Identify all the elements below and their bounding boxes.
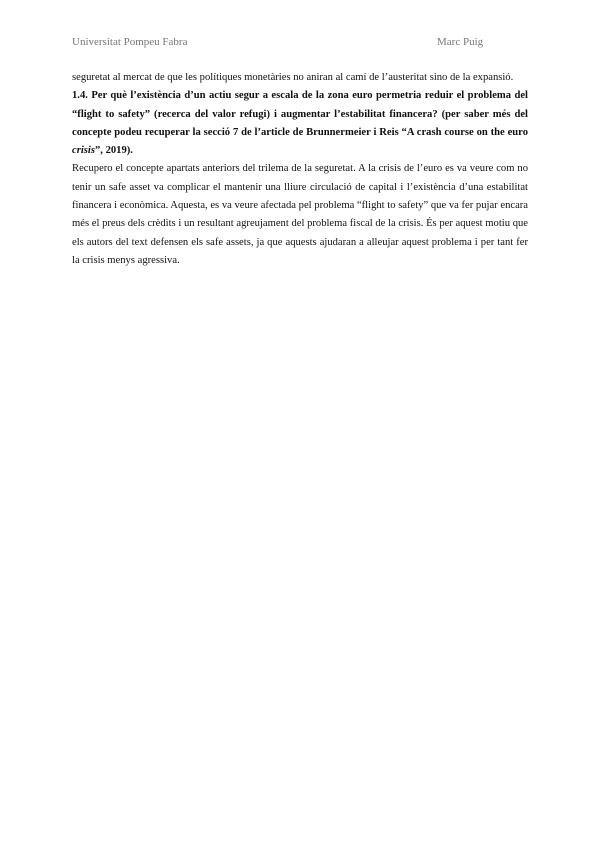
question-heading <box>72 87 528 160</box>
question-italic-word: crisis <box>72 145 95 157</box>
document-body <box>72 69 528 270</box>
question-text-end: ”, 2019). <box>94 145 133 157</box>
header-author: Marc Puig <box>437 36 484 48</box>
intro-paragraph: seguretat al mercat de que les polítiques monetàries no aniran al camí de l’austeritat sino de la expansió. <box>72 72 514 83</box>
answer-paragraph: Recupero el concepte apartats anteriors del trilema de la seguretat. A la crisis de l’euro es va veure com no tenir un safe asset va complicar el mantenir una lliure circulació de capital i l’existència d’una estabilitat financera i econòmica. Aquesta, es va veure afectada pel problema “flight to safety” que va fer pujar encara més el preus dels crèdits i un resultant agreujament del problema fiscal de la crisis. És per aquest motiu que els autors del text defensen els safe assets, ja que aquests ajudaran a alleujar aquest problema i per tant fer la crisis menys agressiva. <box>72 163 528 266</box>
page-header <box>72 36 528 52</box>
question-text: 1.4. Per què l’existència d’un actiu segur a escala de la zona euro permetria reduir el problema del “flight to safety” (recerca del valor refugi) i augmentar l’estabilitat financera? (per saber més del concepte podeu recuperar la secció 7 de l’article de Brunnermeier i Reis “A crash course on the euro <box>72 90 528 138</box>
header-institution: Universitat Pompeu Fabra <box>72 36 188 48</box>
